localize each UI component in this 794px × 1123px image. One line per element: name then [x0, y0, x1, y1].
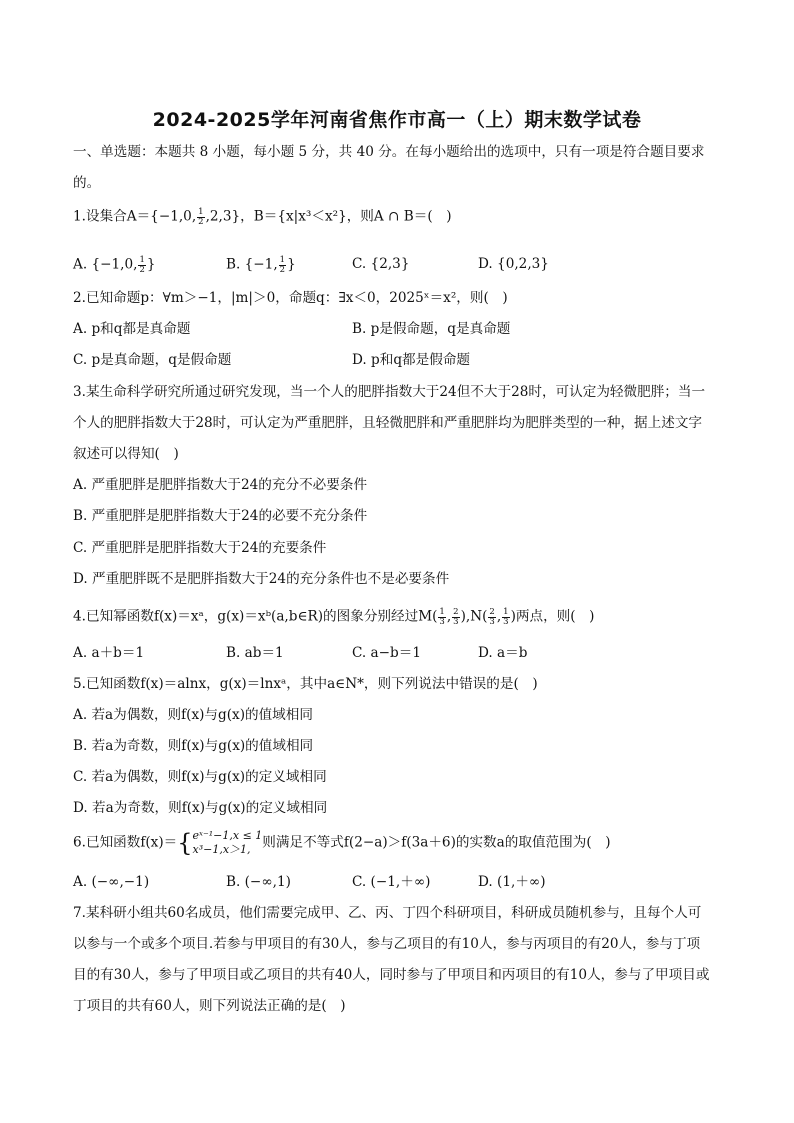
question-3-option-b: B. 严重肥胖是肥胖指数大于24的必要不充分条件: [73, 508, 368, 524]
question-5-option-a: A. 若a为偶数，则f(x)与g(x)的值域相同: [73, 707, 313, 723]
piecewise-cases: eˣ⁻¹−1,x ≤ 1 x³−1,x＞1,: [192, 829, 263, 856]
question-3-option-a: A. 严重肥胖是肥胖指数大于24的充分不必要条件: [73, 477, 368, 493]
question-1-option-a: A. {−1,0, $\frac{1}{2}$ }: [73, 255, 156, 275]
question-7-stem-line-1: 7.某科研小组共60名成员，他们需要完成甲、乙、丙、丁四个科研项目，科研成员随机参与，且每个人可: [73, 905, 702, 921]
question-1-option-d: D. {0,2,3}: [478, 256, 549, 272]
question-6-option-a: A. (−∞,−1): [73, 874, 150, 890]
question-5-stem: 5.已知函数f(x)＝alnx，g(x)＝lnxᵃ，其中a∈N*，则下列说法中错误的是( ): [73, 676, 538, 692]
question-3-option-c: C. 严重肥胖是肥胖指数大于24的充要条件: [73, 540, 327, 556]
question-5-option-c: C. 若a为偶数，则f(x)与g(x)的定义域相同: [73, 769, 327, 785]
question-2-option-a: A. p和q都是真命题: [73, 321, 191, 337]
fraction: $\frac{1}{2}$: [198, 207, 204, 227]
question-6-option-b: B. (−∞,1): [226, 874, 291, 890]
section-heading: 一、单选题：本题共 8 小题，每小题 5 分，共 40 分。在每小题给出的选项中，只有一项是符合题目要求: [73, 144, 705, 160]
question-1-option-c: C. {2,3}: [352, 256, 410, 272]
section-heading-continued: 的。: [73, 175, 101, 191]
question-1-stem: 1.设集合A＝{−1,0, $\frac{1}{2}$ ,2,3}，B＝{x|x³＜x²}，则A ∩ B＝( ): [73, 207, 452, 227]
question-2-option-d: D. p和q都是假命题: [352, 352, 471, 368]
question-6-stem: 6.已知函数f(x)＝{ eˣ⁻¹−1,x ≤ 1 x³−1,x＞1, 则满足不等式f(2−a)＞f(3a＋6)的实数a的取值范围为( ): [73, 828, 611, 857]
question-7-stem-line-2: 以参与一个或多个项目.若参与甲项目的有30人，参与乙项目的有10人，参与丙项目的有20人，参与丁项: [73, 936, 701, 952]
question-3-stem-line-3: 叙述可以得知( ): [73, 446, 179, 462]
question-1-option-b: B. {−1, $\frac{1}{2}$ }: [226, 255, 296, 275]
page-title: 2024-2025学年河南省焦作市高一（上）期末数学试卷: [152, 109, 642, 131]
question-2-option-b: B. p是假命题，q是真命题: [352, 321, 511, 337]
question-3-stem-line-2: 个人的肥胖指数大于28时，可认定为严重肥胖，且轻微肥胖和严重肥胖均为肥胖类型的一种，据上述文字: [73, 415, 703, 431]
question-3-option-d: D. 严重肥胖既不是肥胖指数大于24的充分条件也不是必要条件: [73, 571, 450, 587]
piecewise-brace: {: [177, 828, 193, 857]
question-6-option-d: D. (1,＋∞): [478, 874, 546, 890]
question-5-option-b: B. 若a为奇数，则f(x)与g(x)的值域相同: [73, 738, 314, 754]
question-4-option-d: D. a＝b: [478, 645, 528, 661]
question-5-option-d: D. 若a为奇数，则f(x)与g(x)的定义域相同: [73, 800, 328, 816]
question-4-stem: 4.已知幂函数f(x)＝xᵃ，g(x)＝xᵇ(a,b∈R)的图象分别经过M( $\frac{1}{3}$ , $\frac{2}{3}$ ),N( $\frac{2}{3}$ , $\frac{1}{3}$ )两点，则( ): [73, 607, 595, 627]
question-4-option-c: C. a−b＝1: [352, 645, 421, 661]
question-7-stem-line-4: 丁项目的共有60人，则下列说法正确的是( ): [73, 998, 346, 1014]
question-4-option-a: A. a＋b＝1: [73, 645, 145, 661]
question-3-stem-line-1: 3.某生命科学研究所通过研究发现，当一个人的肥胖指数大于24但不大于28时，可认定为轻微肥胖；当一: [73, 384, 706, 400]
question-2-stem: 2.已知命题p：∀m＞−1，|m|＞0，命题q：∃x＜0，2025ˣ＝x²，则( ): [73, 290, 508, 306]
question-4-option-b: B. ab＝1: [226, 645, 284, 661]
question-6-option-c: C. (−1,＋∞): [352, 874, 431, 890]
question-2-option-c: C. p是真命题，q是假命题: [73, 352, 232, 368]
question-7-stem-line-3: 目的有30人，参与了甲项目或乙项目的共有40人，同时参与了甲项目和丙项目的有10人，参与了甲项目或: [73, 967, 710, 983]
